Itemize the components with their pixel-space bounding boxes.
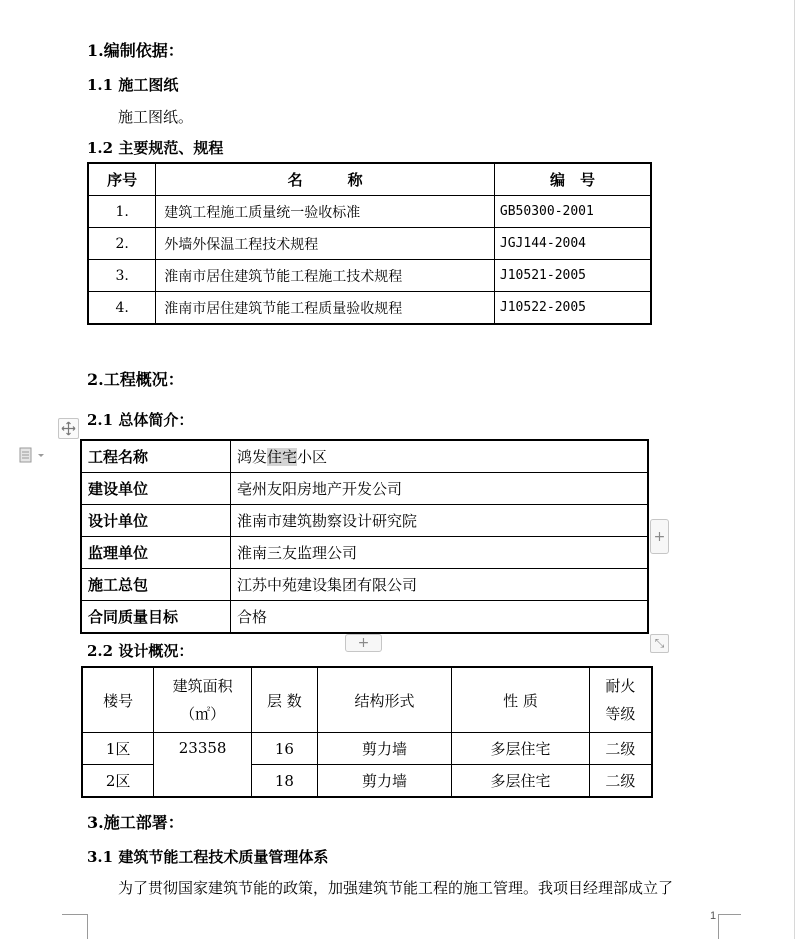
- building-nature: 多层住宅: [452, 765, 589, 798]
- value-text: 鸿发: [237, 448, 268, 466]
- header-building: 楼号: [82, 667, 154, 733]
- row-code: J10521-2005: [494, 260, 651, 292]
- row-code: GB50300-2001: [494, 196, 651, 228]
- table-row: [88, 292, 651, 325]
- table-header-row: [82, 667, 652, 733]
- table-row: [88, 260, 651, 292]
- structure-type: 剪力墙: [317, 765, 451, 798]
- overview-label: 工程名称: [81, 440, 231, 473]
- section-3-1-paragraph: 为了贯彻国家建筑节能的政策，加强建筑节能工程的施工管理。我项目经理部成立了: [118, 879, 674, 897]
- overview-label: 设计单位: [81, 505, 231, 537]
- header-code: 编 号: [494, 163, 651, 196]
- overview-value: 合格: [231, 601, 649, 634]
- building-area: 23358: [154, 733, 252, 798]
- table-row: [81, 601, 648, 634]
- move-icon: [61, 421, 76, 436]
- row-name: 淮南市居住建筑节能工程施工技术规程: [156, 260, 495, 292]
- table-row: [88, 228, 651, 260]
- table-row: [81, 537, 648, 569]
- floor-count: 16: [252, 733, 318, 765]
- overview-value: 亳州友阳房地产开发公司: [231, 473, 649, 505]
- section-2-2-title: 2.2 设计概况：: [87, 642, 194, 660]
- add-row-button[interactable]: +: [345, 634, 382, 652]
- table-row: [81, 505, 648, 537]
- row-index: 3.: [88, 260, 156, 292]
- paragraph-menu[interactable]: [18, 447, 48, 463]
- highlighted-text: 住宅: [267, 448, 298, 466]
- section-3-title: 3.施工部署：: [87, 813, 184, 832]
- table-row: [82, 733, 652, 765]
- header-fire: [589, 667, 652, 733]
- section-2-title: 2.工程概况：: [87, 370, 184, 389]
- overview-value: 淮南市建筑勘察设计研究院: [231, 505, 649, 537]
- table-row: [81, 473, 648, 505]
- section-1-title: 1.编制依据：: [87, 41, 184, 60]
- page-corner-mark: [718, 914, 741, 939]
- page-number: 1: [710, 910, 717, 922]
- overview-value: [231, 440, 649, 473]
- table-resize-handle[interactable]: ⤡: [650, 634, 669, 653]
- header-floors: 层 数: [252, 667, 318, 733]
- add-column-button[interactable]: +: [650, 519, 669, 554]
- header-nature: 性 质: [452, 667, 589, 733]
- section-2-1-title: 2.1 总体简介：: [87, 411, 194, 429]
- building-nature: 多层住宅: [452, 733, 589, 765]
- overview-label: 监理单位: [81, 537, 231, 569]
- row-name: 建筑工程施工质量统一验收标准: [156, 196, 495, 228]
- row-name: 外墙外保温工程技术规程: [156, 228, 495, 260]
- header-area-unit: （㎡）: [180, 705, 226, 723]
- section-3-1-title: 3.1 建筑节能工程技术质量管理体系: [87, 848, 329, 866]
- overview-label: 合同质量目标: [81, 601, 231, 634]
- structure-type: 剪力墙: [317, 733, 451, 765]
- header-fire-label: 耐火: [605, 677, 636, 695]
- building-no: 2区: [82, 765, 154, 798]
- header-index: 序号: [88, 163, 156, 196]
- row-name: 淮南市居住建筑节能工程质量验收规程: [156, 292, 495, 325]
- overview-table: [80, 439, 649, 634]
- row-code: JGJ144-2004: [494, 228, 651, 260]
- header-area-label: 建筑面积: [172, 677, 233, 695]
- header-fire-grade: 等级: [605, 705, 636, 723]
- section-1-2-title: 1.2 主要规范、规程: [87, 139, 224, 157]
- value-text: 小区: [297, 448, 328, 466]
- building-no: 1区: [82, 733, 154, 765]
- header-name: 名 称: [156, 163, 495, 196]
- row-code: J10522-2005: [494, 292, 651, 325]
- page-corner-mark: [62, 914, 88, 939]
- row-index: 2.: [88, 228, 156, 260]
- row-index: 1.: [88, 196, 156, 228]
- fire-grade: 二级: [589, 733, 652, 765]
- header-structure: 结构形式: [317, 667, 451, 733]
- overview-label: 建设单位: [81, 473, 231, 505]
- fire-grade: 二级: [589, 765, 652, 798]
- standards-table: [87, 162, 652, 325]
- overview-value: 江苏中苑建设集团有限公司: [231, 569, 649, 601]
- table-row: [81, 440, 648, 473]
- page-edge: [794, 0, 795, 939]
- header-area: [154, 667, 252, 733]
- floor-count: 18: [252, 765, 318, 798]
- table-move-handle[interactable]: [58, 418, 79, 439]
- section-1-1-text: 施工图纸。: [118, 108, 194, 126]
- row-index: 4.: [88, 292, 156, 325]
- document-icon: [18, 447, 48, 463]
- design-table: [81, 666, 653, 798]
- table-row: [81, 569, 648, 601]
- table-header-row: [88, 163, 651, 196]
- overview-label: 施工总包: [81, 569, 231, 601]
- table-row: [88, 196, 651, 228]
- overview-value: 淮南三友监理公司: [231, 537, 649, 569]
- section-1-1-title: 1.1 施工图纸: [87, 76, 179, 94]
